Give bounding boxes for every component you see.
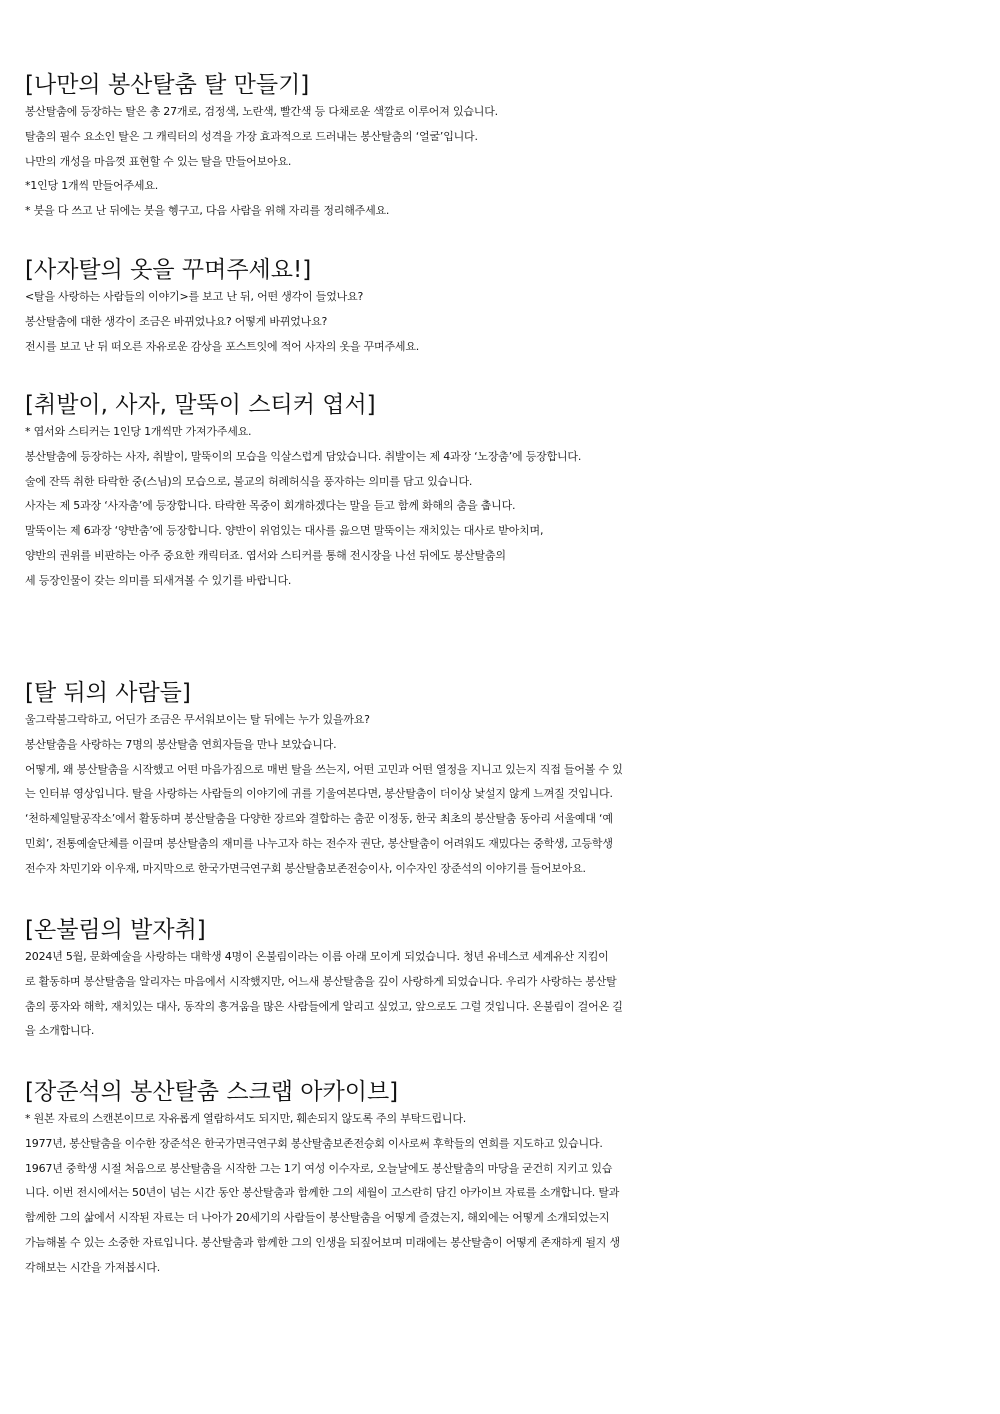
section-people-behind-mask [25, 678, 980, 882]
body-line: *1인당 1개씩 만들어주세요. [25, 179, 159, 193]
body-line: 양반의 권위를 비판하는 아주 중요한 캐릭터죠. 엽서와 스티커를 통해 전시장을 나선 뒤에도 봉산탈춤의 [25, 548, 506, 562]
body-line: 봉산탈춤에 등장하는 탈은 총 27개로, 검정색, 노란색, 빨간색 등 다채로운 색깔로 이루어져 있습니다. [25, 105, 498, 118]
section-body [25, 420, 980, 594]
body-line: 봉산탈춤을 사랑하는 7명의 봉산탈춤 연희자들을 만나 보았습니다. [25, 737, 337, 751]
body-line: * 붓을 다 쓰고 난 뒤에는 붓을 헹구고, 다음 사람을 위해 자리를 정리해주세요. [25, 204, 390, 218]
body-line: * 엽서와 스티커는 1인당 1개씩만 가져가주세요. [25, 425, 252, 438]
section-body [25, 285, 980, 359]
body-line: 니다. 이번 전시에서는 50년이 넘는 시간 동안 봉산탈춤과 함께한 그의 세월이 고스란히 담긴 아카이브 자료를 소개합니다. 탈과 [25, 1186, 620, 1200]
body-line: 전시를 보고 난 뒤 떠오른 자유로운 감상을 포스트잇에 적어 사자의 옷을 꾸며주세요. [25, 339, 420, 353]
body-line: 나만의 개성을 마음껏 표현할 수 있는 탈을 만들어보아요. [25, 154, 292, 168]
body-line: ‘천하제일탈공작소’에서 활동하며 봉산탈춤을 다양한 장르와 결합하는 춤꾼 이정동, 한국 최초의 봉산탈춤 동아리 서울예대 ‘예 [25, 812, 613, 826]
section-body [25, 1107, 980, 1281]
body-line: 울그락불그락하고, 어딘가 조금은 무서워보이는 탈 뒤에는 누가 있을까요? [25, 713, 370, 726]
body-line: 1967년 중학생 시절 처음으로 봉산탈춤을 시작한 그는 1기 여성 이수자로, 오늘날에도 봉산탈춤의 마당을 굳건히 지키고 있습 [25, 1161, 613, 1175]
body-line: 가늠해볼 수 있는 소중한 자료입니다. 봉산탈춤과 함께한 그의 인생을 되짚어보며 미래에는 봉산탈춤이 어떻게 존재하게 될지 생 [25, 1235, 620, 1249]
body-line: 는 인터뷰 영상입니다. 탈을 사랑하는 사람들의 이야기에 귀를 기울여본다면, 봉산탈춤이 더이상 낯설지 않게 느껴질 것입니다. [25, 787, 613, 801]
body-line: 로 활동하며 봉산탈춤을 알리자는 마음에서 시작했지만, 어느새 봉산탈춤을 깊이 사랑하게 되었습니다. 우리가 사랑하는 봉산탈 [25, 974, 617, 988]
section-body [25, 100, 980, 224]
section-title: [취발이, 사자, 말뚝이 스티커 엽서] [25, 392, 376, 418]
body-line: 세 등장인물이 갖는 의미를 되새겨볼 수 있기를 바랍니다. [25, 573, 292, 587]
body-line: 전수자 차민기와 이우재, 마지막으로 한국가면극연구회 봉산탈춤보존전승이사, 이수자인 장준석의 이야기를 들어보아요. [25, 861, 586, 875]
section-body [25, 945, 980, 1044]
body-line: 각해보는 시간을 가져봅시다. [25, 1260, 161, 1274]
body-line: 어떻게, 왜 봉산탈춤을 시작했고 어떤 마음가짐으로 매번 탈을 쓰는지, 어떤 고민과 어떤 열정을 지니고 있는지 직접 들어볼 수 있 [25, 762, 623, 776]
body-line: * 원본 자료의 스캔본이므로 자유롭게 열람하셔도 되지만, 훼손되지 않도록 주의 부탁드립니다. [25, 1112, 467, 1125]
body-line: 민회’, 전통예술단체를 이끌며 봉산탈춤의 재미를 나누고자 하는 전수자 권단, 봉산탈춤이 어려워도 재밌다는 중학생, 고등학생 [25, 836, 613, 850]
body-line: 말뚝이는 제 6과장 ‘양반춤’에 등장합니다. 양반이 위엄있는 대사를 읊으면 말뚝이는 재치있는 대사로 받아치며, [25, 524, 544, 538]
body-line: 춤의 풍자와 해학, 재치있는 대사, 동작의 흥겨움을 많은 사람들에게 알리고 싶었고, 앞으로도 그럴 것입니다. 온불림이 걸어온 길 [25, 999, 623, 1013]
section-body [25, 708, 980, 882]
section-mask-making [25, 70, 980, 224]
section-title: [탈 뒤의 사람들] [25, 680, 191, 706]
body-line: 을 소개합니다. [25, 1024, 95, 1038]
body-line: 봉산탈춤에 대한 생각이 조금은 바뀌었나요? 어떻게 바뀌었나요? [25, 314, 328, 328]
body-line: 탈춤의 필수 요소인 탈은 그 캐릭터의 성격을 가장 효과적으로 드러내는 봉산탈춤의 ‘얼굴’입니다. [25, 129, 478, 143]
section-scrap-archive [25, 1077, 980, 1281]
section-sticker-postcard [25, 390, 980, 594]
body-line: 2024년 5월, 문화예술을 사랑하는 대학생 4명이 온불림이라는 이름 아래 모이게 되었습니다. 청년 유네스코 세계유산 지킴이 [25, 950, 609, 963]
body-line: 사자는 제 5과장 ‘사자춤’에 등장합니다. 타락한 목중이 회개하겠다는 말을 듣고 함께 화해의 춤을 춥니다. [25, 499, 516, 513]
body-line: <탈을 사랑하는 사람들의 이야기>를 보고 난 뒤, 어떤 생각이 들었나요? [25, 290, 364, 303]
section-onbullim-footsteps [25, 915, 980, 1044]
section-lion-costume [25, 255, 980, 359]
body-line: 술에 잔뜩 취한 타락한 중(스님)의 모습으로, 불교의 허례허식을 풍자하는 의미를 담고 있습니다. [25, 474, 473, 488]
section-title: [나만의 봉산탈춤 탈 만들기] [25, 72, 310, 98]
body-line: 함께한 그의 삶에서 시작된 자료는 더 나아가 20세기의 사람들이 봉산탈춤을 어떻게 즐겼는지, 해외에는 어떻게 소개되었는지 [25, 1211, 610, 1225]
body-line: 1977년, 봉산탈춤을 이수한 장준석은 한국가면극연구회 봉산탈춤보존전승회 이사로써 후학들의 연희를 지도하고 있습니다. [25, 1136, 603, 1150]
section-title: [장준석의 봉산탈춤 스크랩 아카이브] [25, 1079, 399, 1105]
body-line: 봉산탈춤에 등장하는 사자, 취발이, 말뚝이의 모습을 익살스럽게 담았습니다. 취발이는 제 4과장 ‘노장춤’에 등장합니다. [25, 449, 582, 463]
section-title: [온불림의 발자취] [25, 917, 206, 943]
section-title: [사자탈의 옷을 꾸며주세요!] [25, 257, 312, 283]
